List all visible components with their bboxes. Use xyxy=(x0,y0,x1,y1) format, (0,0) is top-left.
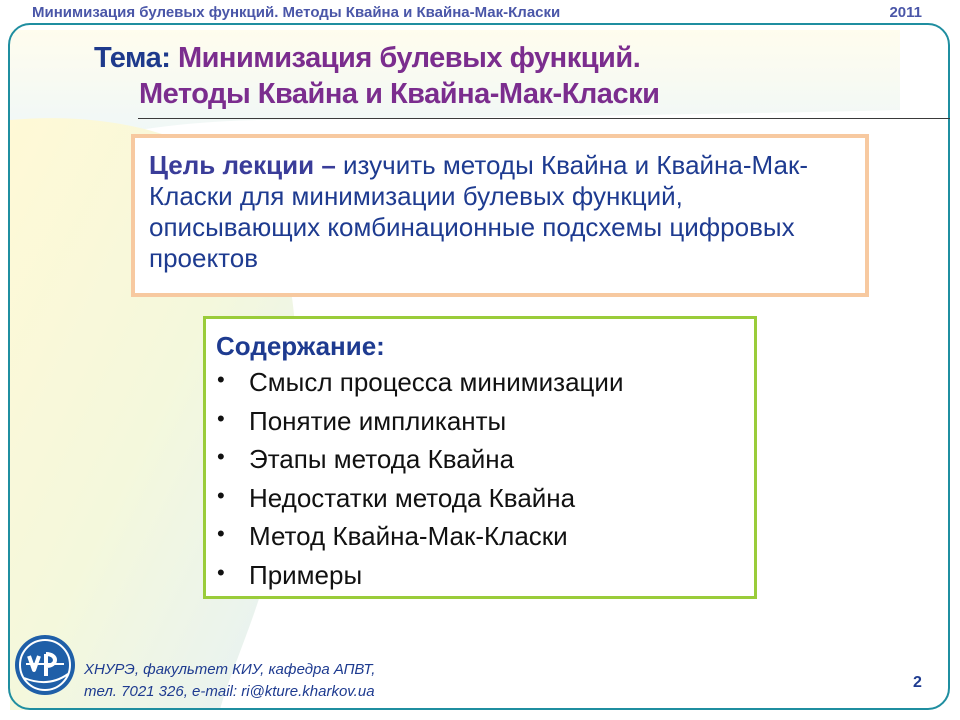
list-item xyxy=(216,363,754,402)
bullet-icon: • xyxy=(217,521,225,546)
university-logo-icon xyxy=(14,634,76,696)
list-item-text: Понятие импликанты xyxy=(249,405,507,436)
list-item xyxy=(216,517,754,556)
slide-title xyxy=(94,40,659,112)
slide-title-line2: Методы Квайна и Квайна-Мак-Класки xyxy=(139,78,660,110)
bullet-icon: • xyxy=(217,559,225,585)
bullet-icon: • xyxy=(217,367,225,392)
bullet-icon: • xyxy=(217,482,225,508)
contents-title: Содержание: xyxy=(216,331,385,361)
contents-box xyxy=(203,316,757,599)
list-item-text: Смысл процесса минимизации xyxy=(249,367,624,397)
list-item xyxy=(216,402,754,441)
lecture-goal-box xyxy=(131,134,869,297)
contents-list xyxy=(216,363,754,594)
footer-line1: ХНУРЭ, факультет КИУ, кафедра АПВТ, xyxy=(84,661,376,678)
list-item-text: Недостатки метода Квайна xyxy=(249,482,576,513)
footer-contacts xyxy=(84,659,375,703)
page-number: 2 xyxy=(913,674,922,691)
footer-line2: тел. 7021 326, e-mail: ri@kture.kharkov.ua xyxy=(84,683,375,700)
slide-title-line1: Минимизация булевых функций. xyxy=(177,42,641,74)
header-year: 2011 xyxy=(889,4,922,21)
bullet-icon: • xyxy=(217,444,225,469)
header-bar xyxy=(32,4,922,24)
list-item xyxy=(216,556,754,595)
list-item-text: Этапы метода Квайна xyxy=(249,444,515,474)
list-item xyxy=(216,479,754,518)
list-item xyxy=(216,440,754,479)
slide-title-prefix: Тема: xyxy=(94,42,171,74)
header-title: Минимизация булевых функций. Методы Квайна и Квайна-Мак-Класки xyxy=(32,4,561,21)
goal-lead: Цель лекции – xyxy=(149,150,336,180)
list-item-text: Метод Квайна-Мак-Класки xyxy=(249,521,568,551)
title-divider xyxy=(138,118,950,119)
list-item-text: Примеры xyxy=(249,559,363,590)
bullet-icon: • xyxy=(217,405,225,431)
goal-text: изучить методы Квайна и Квайна-Мак-Класки для минимизации булевых функций, описывающих комбинационные подсхемы цифровых проектов xyxy=(149,150,808,273)
